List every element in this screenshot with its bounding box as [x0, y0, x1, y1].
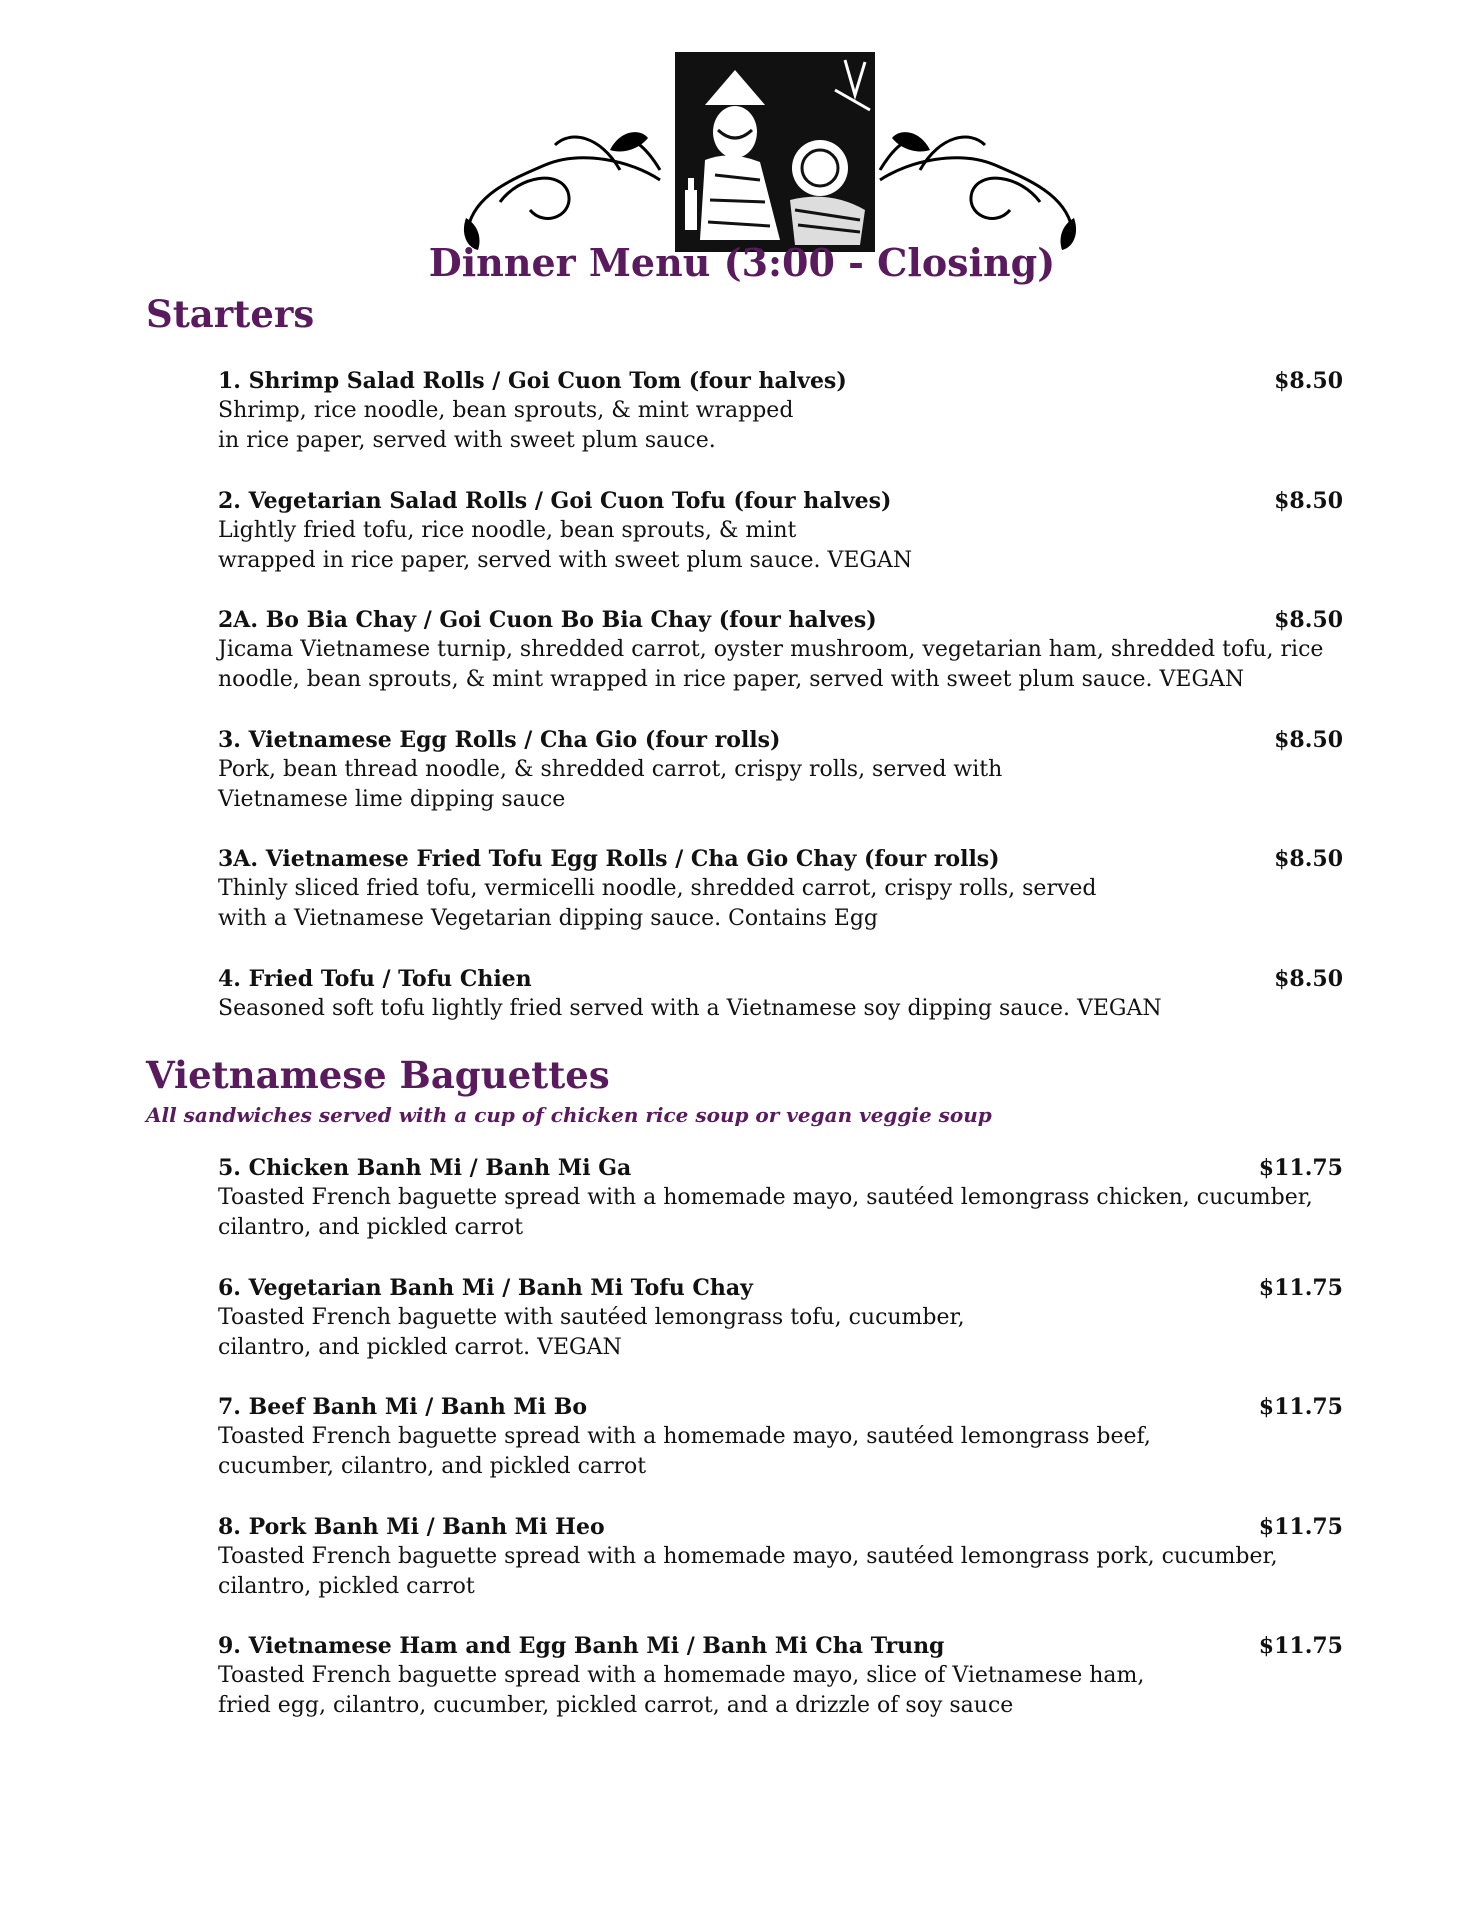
item-name: 1. Shrimp Salad Rolls / Goi Cuon Tom (four halves): [218, 368, 847, 394]
item-price: $8.50: [1274, 488, 1343, 514]
menu-item: [218, 1631, 1343, 1721]
item-description: Toasted French baguette spread with a homemade mayo, sautéed lemongrass beef, cucumber, cilantro, and pickled carrot: [218, 1424, 1151, 1479]
menu-item: [218, 1273, 1343, 1363]
item-price: $11.75: [1258, 1275, 1343, 1301]
item-name: 9. Vietnamese Ham and Egg Banh Mi / Banh Mi Cha Trung: [218, 1633, 945, 1659]
header-illustration: [460, 50, 1080, 255]
item-price: $11.75: [1258, 1633, 1343, 1659]
section-title-baguettes: Vietnamese Baguettes: [146, 1053, 610, 1097]
item-name: 2A. Bo Bia Chay / Goi Cuon Bo Bia Chay (four halves): [218, 607, 877, 633]
item-name: 3A. Vietnamese Fried Tofu Egg Rolls / Cha Gio Chay (four rolls): [218, 846, 1000, 872]
item-price: $8.50: [1274, 607, 1343, 633]
left-flourish-ornament: [468, 137, 660, 228]
menu-item: [218, 366, 1343, 456]
menu-item: [218, 1153, 1343, 1243]
menu-item: [218, 605, 1343, 695]
item-description: Toasted French baguette spread with a homemade mayo, sautéed lemongrass chicken, cucumber, cilantro, and pickled carrot: [218, 1185, 1313, 1240]
section-note: All sandwiches served with a cup of chicken rice soup or vegan veggie soup: [146, 1103, 992, 1127]
item-description: Toasted French baguette spread with a homemade mayo, sautéed lemongrass pork, cucumber, cilantro, pickled carrot: [218, 1544, 1278, 1599]
woodcut-picture: [675, 52, 875, 252]
item-name: 4. Fried Tofu / Tofu Chien: [218, 966, 532, 992]
menu-item: [218, 844, 1343, 934]
item-name: 6. Vegetarian Banh Mi / Banh Mi Tofu Chay: [218, 1275, 753, 1301]
item-description: Toasted French baguette with sautéed lemongrass tofu, cucumber, cilantro, and pickled carrot. VEGAN: [218, 1305, 965, 1360]
item-description: Toasted French baguette spread with a homemade mayo, slice of Vietnamese ham, fried egg, cilantro, cucumber, pickled carrot, and a drizzle of soy sauce: [218, 1663, 1145, 1718]
item-name: 8. Pork Banh Mi / Banh Mi Heo: [218, 1514, 605, 1540]
menu-item: [218, 964, 1343, 1024]
item-name: 5. Chicken Banh Mi / Banh Mi Ga: [218, 1155, 632, 1181]
item-price: $8.50: [1274, 368, 1343, 394]
item-description: Jicama Vietnamese turnip, shredded carrot, oyster mushroom, vegetarian ham, shredded tofu, rice noodle, bean sprouts, & mint wrapped in rice paper, served with sweet plum sauce. VEGAN: [218, 637, 1324, 692]
item-description: Pork, bean thread noodle, & shredded carrot, crispy rolls, served with Vietnamese lime dipping sauce: [218, 757, 1003, 812]
item-price: $11.75: [1258, 1155, 1343, 1181]
item-price: $8.50: [1274, 966, 1343, 992]
item-description: Thinly sliced fried tofu, vermicelli noodle, shredded carrot, crispy rolls, served with a Vietnamese Vegetarian dipping sauce. Contains Egg: [218, 876, 1097, 931]
right-flourish-ornament: [880, 137, 1072, 228]
item-name: 2. Vegetarian Salad Rolls / Goi Cuon Tofu (four halves): [218, 488, 892, 514]
item-price: $11.75: [1258, 1394, 1343, 1420]
menu-item: [218, 486, 1343, 576]
item-description: Seasoned soft tofu lightly fried served with a Vietnamese soy dipping sauce. VEGAN: [218, 996, 1162, 1021]
item-price: $8.50: [1274, 846, 1343, 872]
item-description: Shrimp, rice noodle, bean sprouts, & mint wrapped in rice paper, served with sweet plum sauce.: [218, 398, 794, 453]
menu-item: [218, 1392, 1343, 1482]
menu-item: [218, 725, 1343, 815]
item-price: $8.50: [1274, 727, 1343, 753]
section-title-starters: Starters: [146, 292, 315, 336]
item-description: Lightly fried tofu, rice noodle, bean sprouts, & mint wrapped in rice paper, served with sweet plum sauce. VEGAN: [218, 518, 913, 573]
menu-item: [218, 1512, 1343, 1602]
item-price: $11.75: [1258, 1514, 1343, 1540]
item-name: 7. Beef Banh Mi / Banh Mi Bo: [218, 1394, 588, 1420]
item-name: 3. Vietnamese Egg Rolls / Cha Gio (four rolls): [218, 727, 781, 753]
page-title: Dinner Menu (3:00 - Closing): [428, 240, 1056, 285]
